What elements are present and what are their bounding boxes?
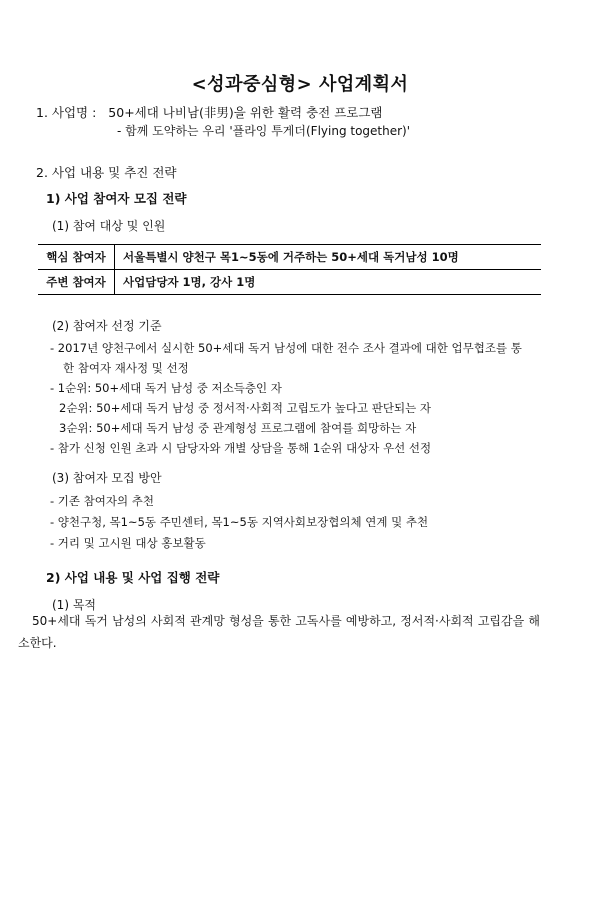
list-item: - 거리 및 고시원 대상 홍보활동 — [50, 536, 206, 550]
list-item: - 참가 신청 인원 초과 시 담당자와 개별 상담을 통해 1순위 대상자 우선 선정 — [50, 441, 432, 455]
list-item: - 기존 참여자의 추천 — [50, 494, 154, 508]
table-row — [38, 245, 541, 270]
list-item: 2순위: 50+세대 독거 남성 중 정서적·사회적 고립도가 높다고 판단되는 자 — [59, 401, 431, 415]
table-row-value: 서울특별시 양천구 목1~5동에 거주하는 50+세대 독거남성 10명 — [115, 245, 542, 270]
participants-table — [38, 244, 541, 295]
table-row-value: 사업담당자 1명, 강사 1명 — [123, 275, 256, 289]
list-item: 한 참여자 재사정 및 선정 — [63, 361, 189, 375]
project-contents-heading: 2) 사업 내용 및 사업 집행 전략 — [46, 570, 220, 585]
table-row — [38, 270, 541, 295]
recruitment-methods-heading: (3) 참여자 모집 방안 — [52, 471, 162, 485]
table-row-label: 주변 참여자 — [38, 270, 115, 295]
project-name-row — [36, 105, 383, 121]
list-item: - 양천구청, 목1~5동 주민센터, 목1~5동 지역사회보장협의체 연계 및 추천 — [50, 515, 429, 529]
section2-heading: 2. 사업 내용 및 추진 전략 — [36, 165, 177, 180]
table-row-label: 핵심 참여자 — [38, 245, 115, 270]
target-participants-heading: (1) 참여 대상 및 인원 — [52, 219, 166, 233]
project-name: 50+세대 나비남(非男)을 위한 활력 충전 프로그램 — [108, 105, 383, 120]
list-item: - 2017년 양천구에서 실시한 50+세대 독거 남성에 대한 전수 조사 결과에 대한 업무협조를 통 — [50, 341, 522, 355]
document-title: <성과중심형> 사업계획서 — [191, 74, 409, 95]
purpose-heading: (1) 목적 — [52, 598, 96, 612]
recruitment-strategy-heading: 1) 사업 참여자 모집 전략 — [46, 191, 187, 206]
selection-criteria-heading: (2) 참여자 선정 기준 — [52, 319, 162, 333]
project-subtitle: - 함께 도약하는 우리 '플라잉 투게더(Flying together)' — [117, 124, 411, 138]
project-name-label: 1. 사업명 : — [36, 105, 97, 120]
list-item: - 1순위: 50+세대 독거 남성 중 저소득층인 자 — [50, 381, 282, 395]
list-item: 3순위: 50+세대 독거 남성 중 관계형성 프로그램에 참여를 희망하는 자 — [59, 421, 417, 435]
purpose-paragraph: 50+세대 독거 남성의 사회적 관계망 형성을 통한 고독사를 예방하고, 정서적·사회적 고립감을 해소한다. — [18, 614, 540, 650]
